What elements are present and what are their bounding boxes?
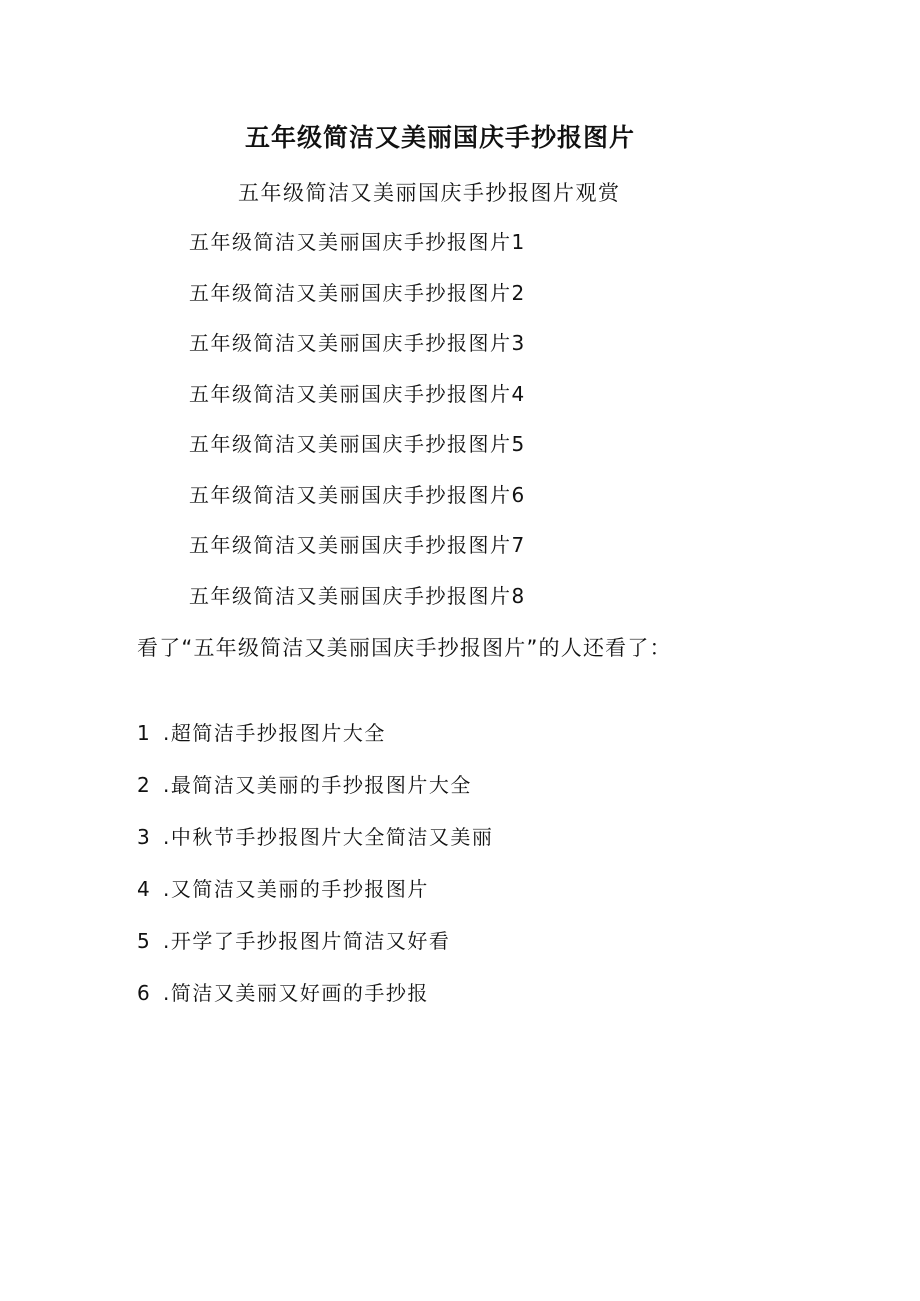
- related-number: 4: [137, 877, 152, 901]
- related-number: 3: [137, 825, 152, 849]
- related-list: [137, 718, 493, 1030]
- related-text: .中秋节手抄报图片大全简洁又美丽: [163, 825, 494, 849]
- image-caption: 五年级简洁又美丽国庆手抄报图片3: [189, 331, 526, 355]
- related-text: .简洁又美丽又好画的手抄报: [163, 981, 429, 1005]
- image-caption: 五年级简洁又美丽国庆手抄报图片6: [189, 482, 526, 507]
- also-viewed-heading: 看了“五年级简洁又美丽国庆手抄报图片”的人还看了：: [137, 636, 672, 660]
- related-text: .超简洁手抄报图片大全: [163, 721, 386, 745]
- related-number: 1: [137, 721, 152, 745]
- page-title: 五年级简洁又美丽国庆手抄报图片: [244, 123, 635, 152]
- image-caption: 五年级简洁又美丽国庆手抄报图片2: [189, 280, 526, 305]
- related-text: .开学了手抄报图片简洁又好看: [163, 929, 451, 953]
- related-link[interactable]: [137, 822, 493, 874]
- image-caption: 五年级简洁又美丽国庆手抄报图片1: [189, 230, 526, 254]
- related-link[interactable]: [137, 718, 493, 770]
- related-number: 5: [137, 929, 152, 953]
- related-link[interactable]: [137, 926, 493, 978]
- image-caption: 五年级简洁又美丽国庆手抄报图片8: [189, 583, 526, 608]
- image-caption: 五年级简洁又美丽国庆手抄报图片5: [189, 432, 526, 456]
- related-link[interactable]: [137, 978, 493, 1030]
- image-caption-list: [189, 228, 526, 632]
- related-number: 6: [137, 981, 152, 1005]
- image-caption: 五年级简洁又美丽国庆手抄报图片4: [189, 381, 526, 406]
- related-text: .最简洁又美丽的手抄报图片大全: [163, 773, 472, 797]
- image-caption: 五年级简洁又美丽国庆手抄报图片7: [189, 533, 526, 557]
- related-number: 2: [137, 773, 152, 797]
- related-link[interactable]: [137, 874, 493, 926]
- related-link[interactable]: [137, 770, 493, 822]
- page-subtitle: 五年级简洁又美丽国庆手抄报图片观赏: [238, 181, 621, 205]
- related-text: .又简洁又美丽的手抄报图片: [163, 877, 429, 901]
